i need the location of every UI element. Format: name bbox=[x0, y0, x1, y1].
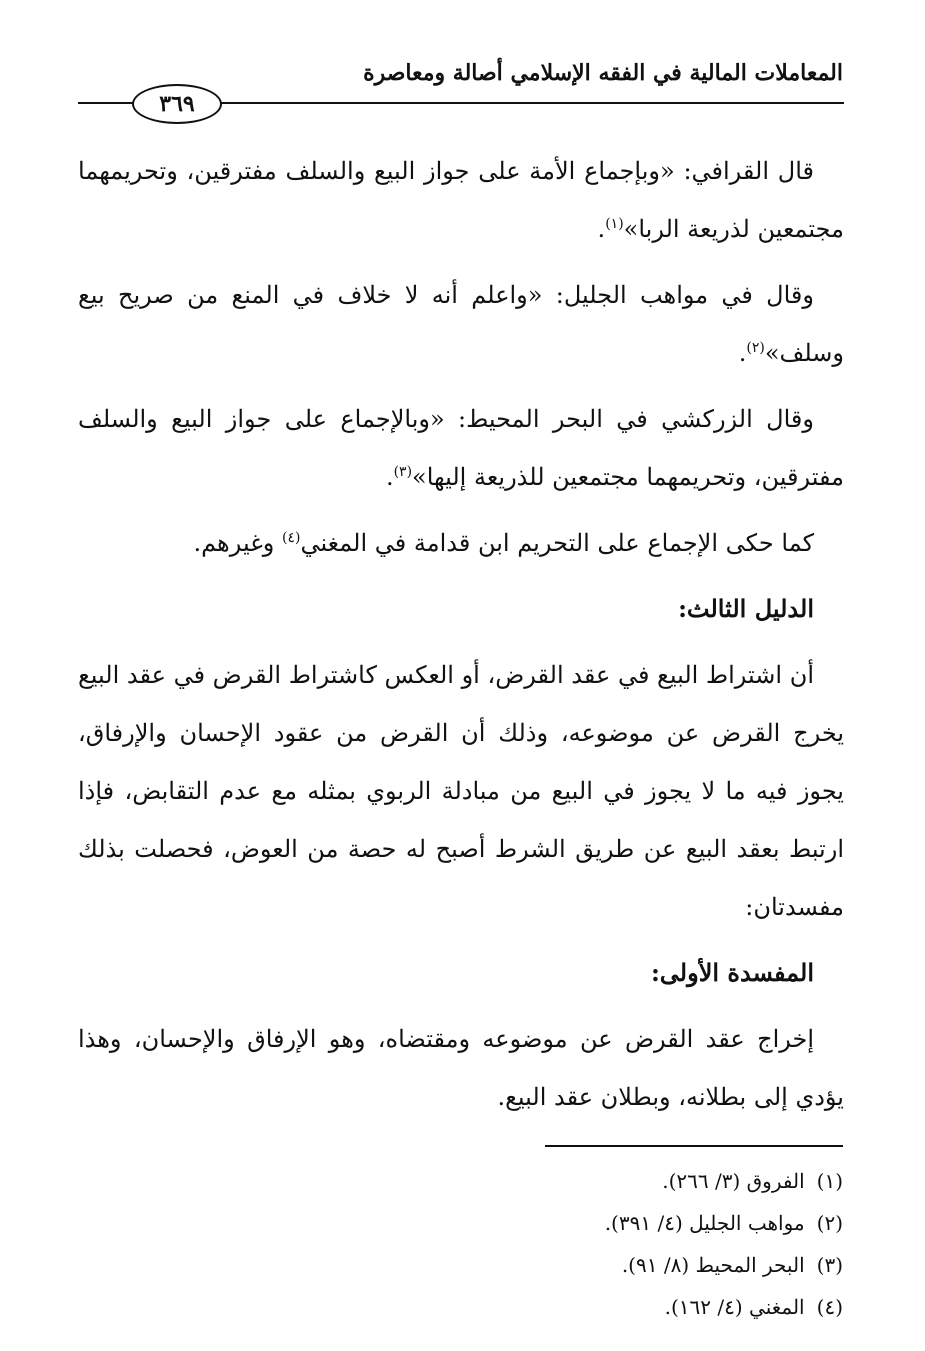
footnote-marker: (٣) bbox=[393, 464, 413, 480]
paragraph-text: وقال في مواهب الجليل: «واعلم أنه لا خلاف في المنع من صريح بيع وسلف» bbox=[78, 281, 844, 367]
footnote-marker: (٢) bbox=[746, 340, 765, 356]
footnote-marker: (١) bbox=[605, 216, 624, 232]
paragraph-qarafi-quote bbox=[78, 142, 844, 258]
section-heading-first-harm: المفسدة الأولى: bbox=[650, 958, 814, 987]
paragraph-text: كما حكى الإجماع على التحريم ابن قدامة في المغني bbox=[300, 529, 814, 557]
section-heading-third-evidence: الدليل الثالث: bbox=[678, 594, 814, 623]
paragraph-zarkashi-quote bbox=[78, 390, 844, 506]
footnote-item bbox=[143, 1160, 843, 1202]
paragraph-end: . bbox=[385, 463, 394, 491]
paragraph-mawahib-quote bbox=[78, 266, 844, 382]
paragraph-third-evidence: أن اشتراط البيع في عقد القرض، أو العكس كاشتراط القرض في عقد البيع يخرج القرض عن موضوعه، وذلك أن القرض من عقود الإحسان والإرفاق، يجوز فيه ما لا يجوز في البيع من مبادلة الربوي بمثله مع عدم التقابض، فإذا ارتبط بعقد البيع عن طريق الشرط أصبح له حصة من العوض، فحصلت بذلك مفسدتان: bbox=[78, 661, 844, 921]
footnote-separator bbox=[545, 1145, 843, 1147]
footnote-item bbox=[143, 1202, 843, 1244]
footnotes bbox=[143, 1160, 843, 1328]
paragraph-end: . bbox=[597, 215, 606, 243]
footnote-number: (١) bbox=[816, 1169, 843, 1193]
paragraph-text: قال القرافي: «وبإجماع الأمة على جواز البيع والسلف مفترقين، وتحريمهما مجتمعين لذريعة الربا» bbox=[78, 157, 844, 243]
paragraph-ijma-ibn-qudama bbox=[78, 514, 844, 572]
footnote-text: الفروق (٣/ ٢٦٦). bbox=[662, 1169, 805, 1193]
body-text bbox=[78, 142, 844, 1134]
footnote-text: مواهب الجليل (٤/ ٣٩١). bbox=[604, 1211, 805, 1235]
paragraph-text: وقال الزركشي في البحر المحيط: «وبالإجماع على جواز البيع والسلف مفترقين، وتحريمهما مجتمعين للذريعة إليها» bbox=[78, 405, 844, 491]
footnote-number: (٢) bbox=[816, 1211, 843, 1235]
paragraph-end: وغيرهم. bbox=[193, 529, 282, 557]
footnote-item bbox=[143, 1244, 843, 1286]
footnote-text: المغني (٤/ ١٦٢). bbox=[664, 1295, 805, 1319]
paragraph-first-harm: إخراج عقد القرض عن موضوعه ومقتضاه، وهو الإرفاق والإحسان، وهذا يؤدي إلى بطلانه، وبطلان عقد البيع. bbox=[78, 1025, 844, 1111]
footnote-number: (٣) bbox=[816, 1253, 843, 1277]
footnote-text: البحر المحيط (٨/ ٩١). bbox=[621, 1253, 805, 1277]
footnote-marker: (٤) bbox=[281, 530, 301, 546]
footnote-item bbox=[143, 1286, 843, 1328]
running-header-title: المعاملات المالية في الفقه الإسلامي أصالة ومعاصرة bbox=[363, 60, 843, 86]
page-number: ٣٦٩ bbox=[132, 84, 222, 124]
paragraph-end: . bbox=[738, 339, 747, 367]
footnote-number: (٤) bbox=[816, 1295, 843, 1319]
